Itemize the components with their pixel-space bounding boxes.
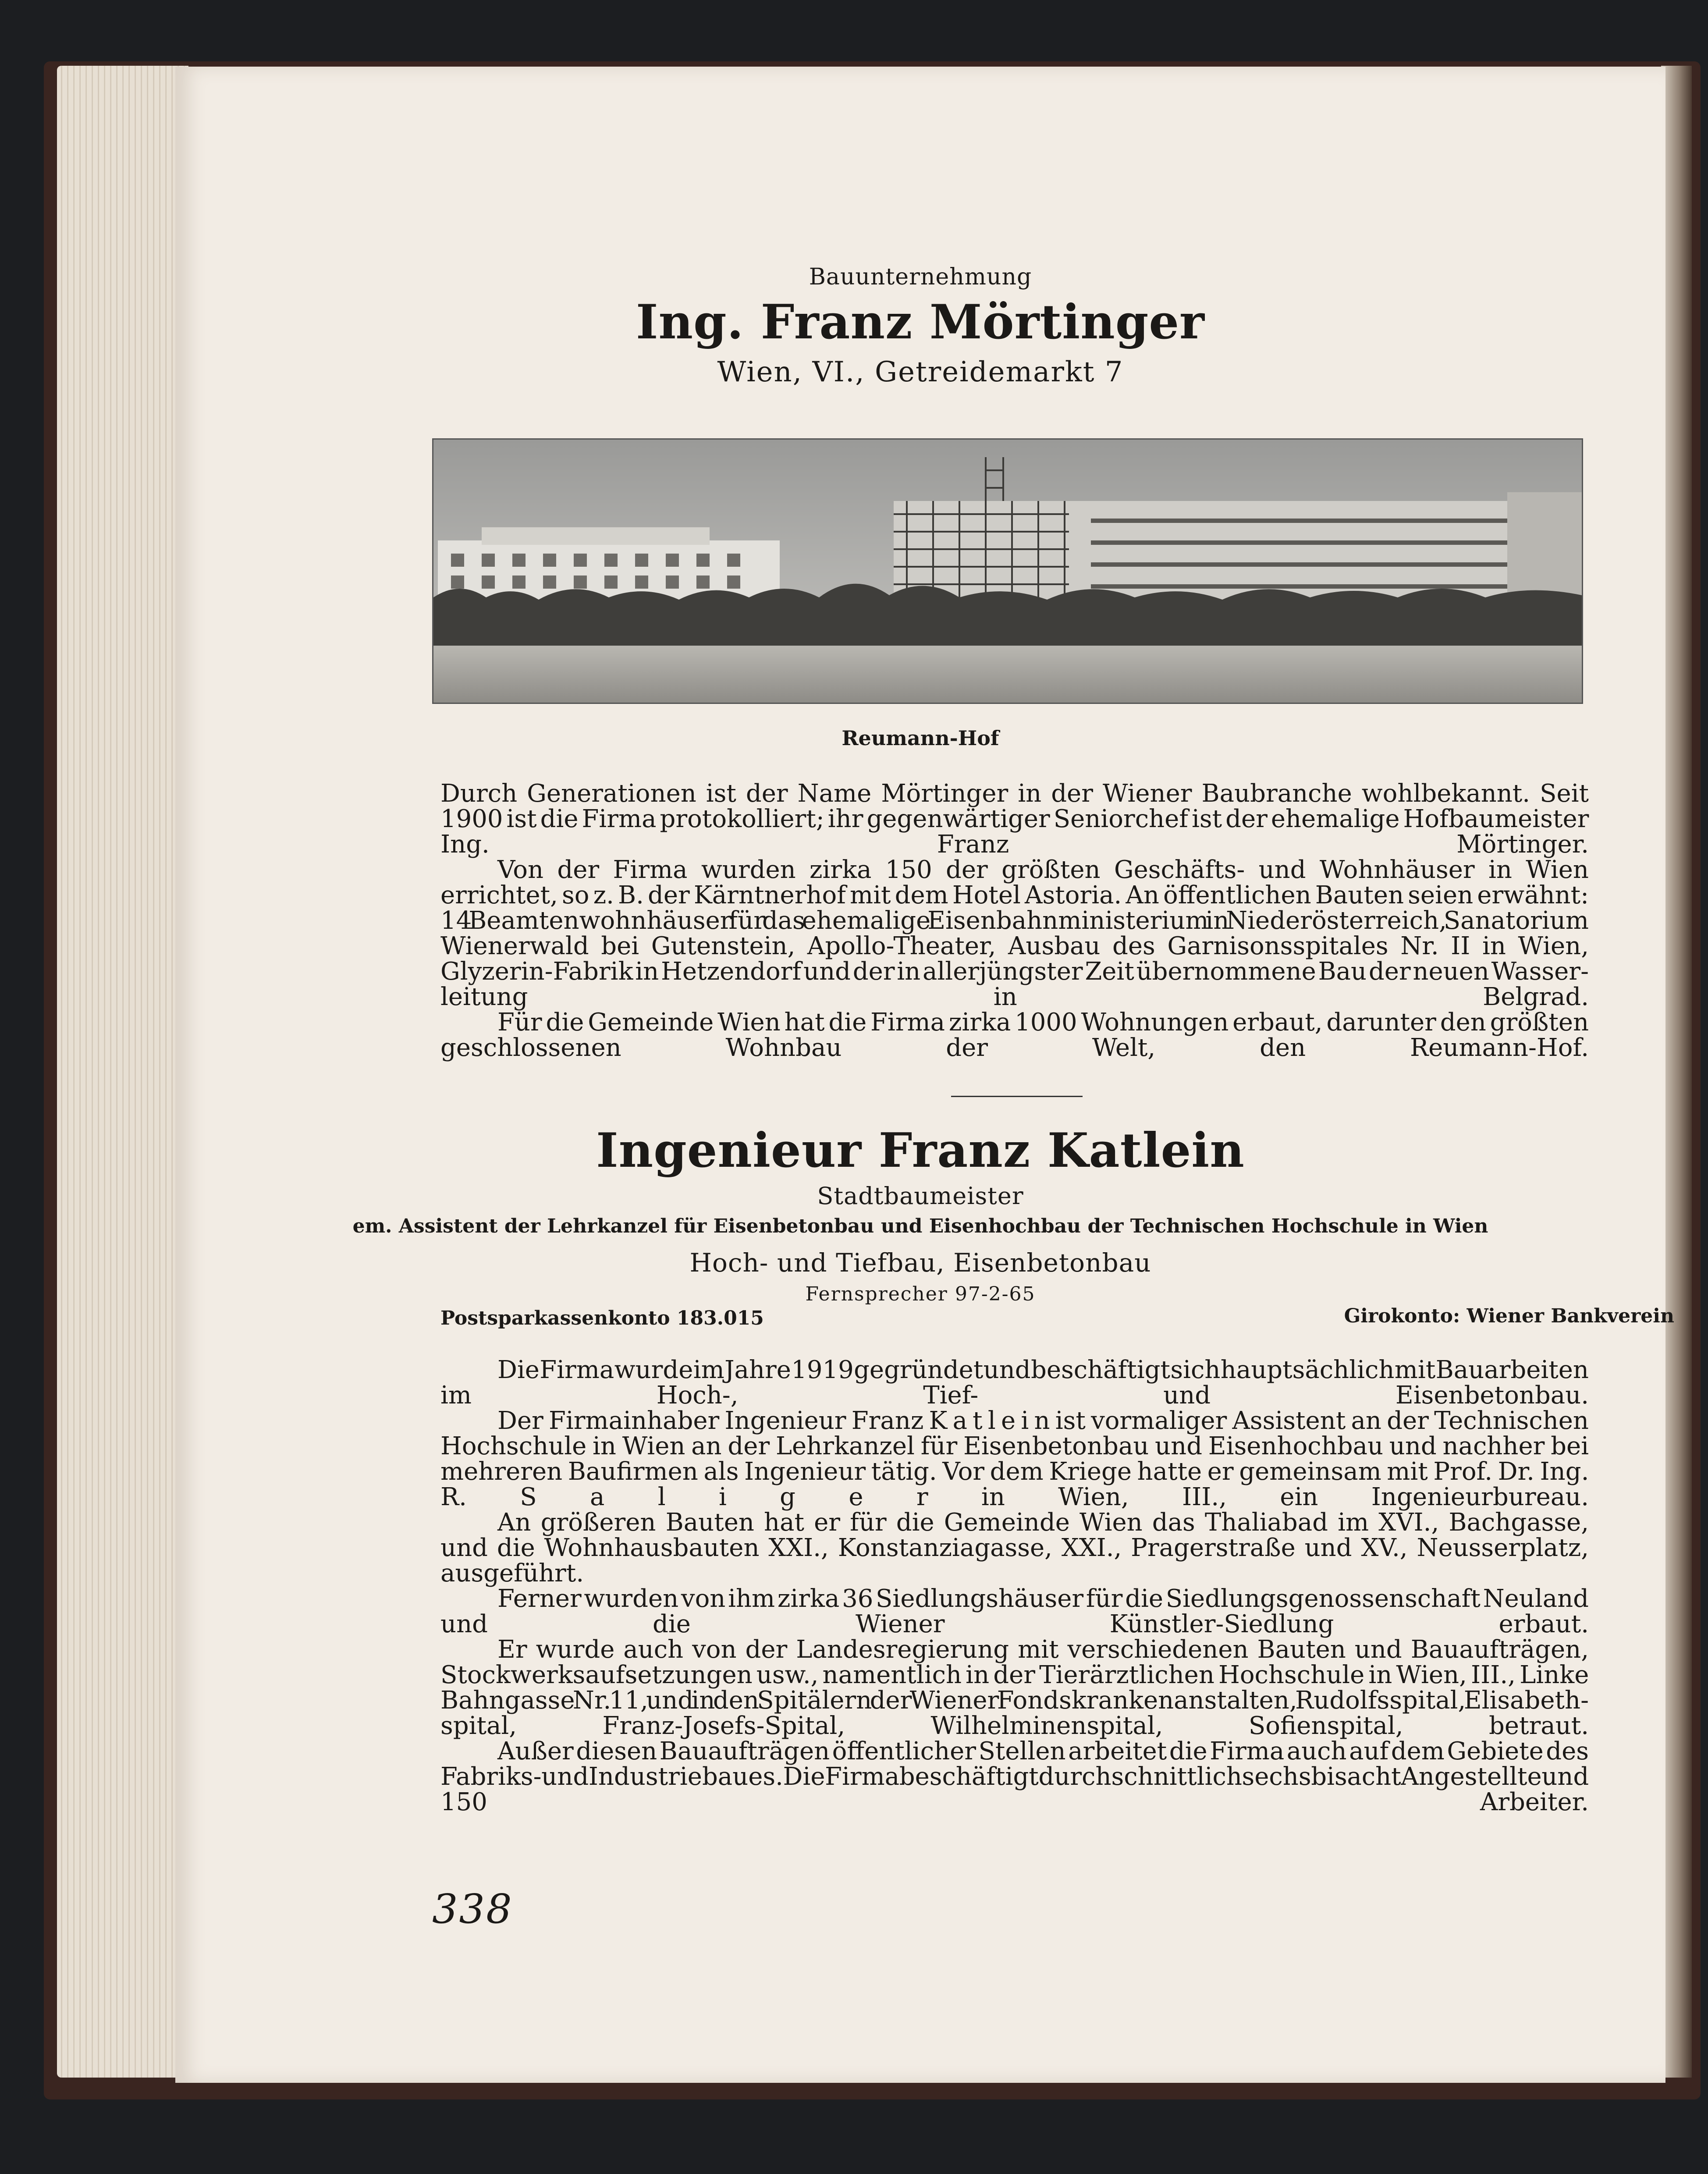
- firm2-line: und die Wiener Künstler-Siedlung erbaut.: [440, 1610, 1589, 1638]
- firm2-line: Er wurde auch von der Landesregierung mit verschiedenen Bauten und Bauaufträgen,: [497, 1635, 1589, 1664]
- firm2-line: mehreren Baufirmen als Ingenieur tätig. Vor dem Kriege hatte er gemeinsam mit Prof. Dr. Ing.: [440, 1457, 1589, 1486]
- firm2-line: R. S a l i g e r in Wien, III., ein Ingenieurbureau.: [440, 1483, 1589, 1511]
- firm2-line: im Hoch-, Tief- und Eisenbetonbau.: [440, 1381, 1589, 1410]
- firm2-phone: Fernsprecher 97-2-65: [805, 1283, 1036, 1305]
- firm2-line: Die Firma wurde im Jahre 1919 gegründet und beschäftigt sich hauptsächlich mit Bauarbeiten: [497, 1356, 1589, 1384]
- firm2-role: Stadtbaumeister: [817, 1182, 1024, 1210]
- firm2-affiliation: em. Assistent der Lehrkanzel für Eisenbetonbau und Eisenhochbau der Technischen Hochschule in Wien: [352, 1215, 1488, 1237]
- giro-account: Girokonto: Wiener Bankverein: [1344, 1305, 1674, 1327]
- firm1-line: Ing. Franz Mörtinger.: [440, 830, 1589, 859]
- firm2-line: spital, Franz-Josefs-Spital, Wilhelminenspital, Sofienspital, betraut.: [440, 1712, 1589, 1740]
- building-photo-illustration: [433, 440, 1582, 703]
- firm2-line: Stockwerksaufsetzungen usw., namentlich in der Tierärztlichen Hochschule in Wien, III., Linke: [440, 1661, 1589, 1689]
- firm2-line: Ferner wurden von ihm zirka 36 Siedlungshäuser für die Siedlungsgenossenschaft Neuland: [497, 1584, 1589, 1613]
- firm1-line: Von der Firma wurden zirka 150 der größten Geschäfts- und Wohnhäuser in Wien: [497, 856, 1589, 884]
- firm2-line: ausgeführt.: [440, 1559, 584, 1588]
- firm2-line: Bahngasse Nr. 11, und in den Spitälern der Wiener Fondskrankenanstalten, Rudolfsspital, Elisabeth-: [440, 1686, 1589, 1715]
- firm1-line: 1900 ist die Firma protokolliert; ihr gegenwärtiger Seniorchef ist der ehemalige Hofbaumeister: [440, 805, 1589, 833]
- reumann-hof-photo: [432, 438, 1583, 704]
- firm2-line: 150 Arbeiter.: [440, 1788, 1589, 1816]
- section-divider: [951, 1096, 1083, 1097]
- firm2-title: Ingenieur Franz Katlein: [596, 1123, 1245, 1178]
- firm2-line: Fabriks- und Industriebaues. Die Firma beschäftigt durchschnittlich sechs bis acht Angestellte und: [440, 1762, 1589, 1791]
- firm2-specialty: Hoch- und Tiefbau, Eisenbetonbau: [689, 1248, 1151, 1278]
- firm2-body: [440, 1357, 1589, 1815]
- firm1-line: leitung in Belgrad.: [440, 983, 1589, 1011]
- firm1-line: geschlossenen Wohnbau der Welt, den Reumann-Hof.: [440, 1034, 1589, 1062]
- firm1-kicker: Bauunternehmung: [809, 264, 1032, 290]
- firm1-address: Wien, VI., Getreidemarkt 7: [717, 356, 1124, 388]
- firm1-body: [440, 781, 1589, 1061]
- firm2-line: Hochschule in Wien an der Lehrkanzel für Eisenbetonbau und Eisenhochbau und nachher bei: [440, 1432, 1589, 1460]
- firm1-line: Glyzerin-Fabrik in Hetzendorf und der in allerjüngster Zeit übernommene Bau der neuen Wasser-: [440, 957, 1589, 986]
- firm1-line: errichtet, so z. B. der Kärntnerhof mit dem Hotel Astoria. An öffentlichen Bauten seien erwähnt:: [440, 881, 1589, 909]
- firm1-line: Für die Gemeinde Wien hat die Firma zirka 1000 Wohnungen erbaut, darunter den größten: [497, 1008, 1589, 1037]
- photo-caption: Reumann-Hof: [842, 726, 999, 750]
- book-page: [175, 67, 1674, 2083]
- firm1-line: Durch Generationen ist der Name Mörtinger in der Wiener Baubranche wohlbekannt. Seit: [440, 779, 1589, 808]
- page-gutter: [1661, 66, 1692, 2078]
- firm1-title: Ing. Franz Mörtinger: [636, 295, 1205, 350]
- page-edges: [57, 66, 188, 2078]
- firm2-line: Der Firmainhaber Ingenieur Franz K a t l e i n ist vormaliger Assistent an der Technischen: [497, 1407, 1589, 1435]
- page-number: 338: [432, 1886, 513, 1932]
- firm1-line: 14 Beamtenwohnhäuser für das ehemalige Eisenbahnministerium in Niederösterreich, Sanatorium: [440, 906, 1589, 935]
- firm2-line: An größeren Bauten hat er für die Gemeinde Wien das Thaliabad im XVI., Bachgasse,: [497, 1508, 1589, 1537]
- firm2-line: Außer diesen Bauaufträgen öffentlicher Stellen arbeitet die Firma auch auf dem Gebiete des: [497, 1737, 1589, 1765]
- postal-account: Postsparkassenkonto 183.015: [440, 1307, 764, 1329]
- firm1-line: Wienerwald bei Gutenstein, Apollo-Theater, Ausbau des Garnisonsspitales Nr. II in Wien,: [440, 932, 1589, 960]
- firm2-line: und die Wohnhausbauten XXI., Konstanziagasse, XXI., Pragerstraße und XV., Neusserplatz,: [440, 1534, 1589, 1562]
